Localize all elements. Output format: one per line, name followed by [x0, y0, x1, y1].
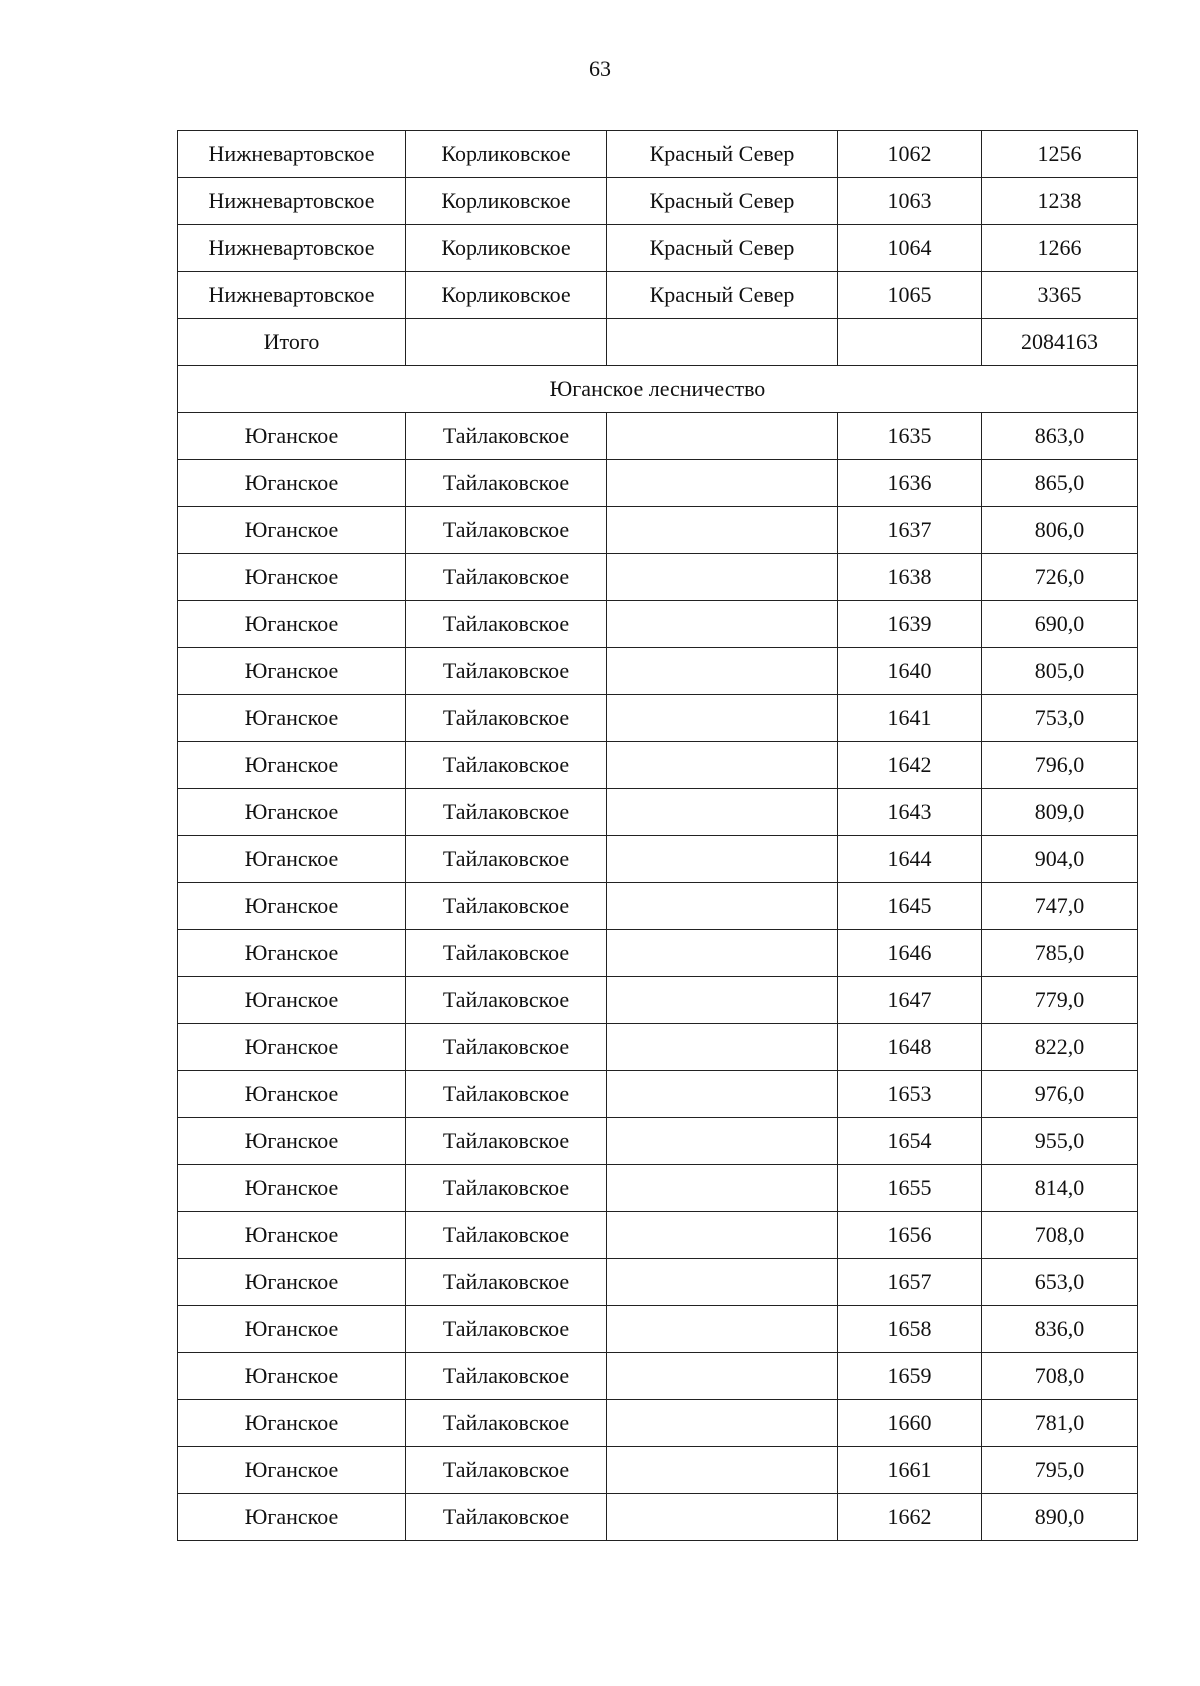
cell-district: Юганское	[178, 1024, 406, 1071]
cell-quarter: 1659	[838, 1353, 982, 1400]
cell-subdistrict: Корликовское	[406, 131, 607, 178]
cell-quarter: 1661	[838, 1447, 982, 1494]
cell-subdistrict: Тайлаковское	[406, 1400, 607, 1447]
table-row	[178, 1259, 1138, 1306]
cell-district: Юганское	[178, 601, 406, 648]
cell-tract	[607, 1447, 838, 1494]
cell-tract: Красный Север	[607, 178, 838, 225]
cell-value: 785,0	[982, 930, 1138, 977]
cell-tract	[607, 1306, 838, 1353]
table-row	[178, 507, 1138, 554]
cell-quarter: 1662	[838, 1494, 982, 1541]
cell-quarter: 1639	[838, 601, 982, 648]
cell-tract	[607, 1024, 838, 1071]
cell-value: 726,0	[982, 554, 1138, 601]
cell-quarter: 1655	[838, 1165, 982, 1212]
cell-quarter: 1065	[838, 272, 982, 319]
cell-tract	[607, 1071, 838, 1118]
cell-tract	[607, 977, 838, 1024]
cell-value: 1266	[982, 225, 1138, 272]
table-row	[178, 1306, 1138, 1353]
cell-value: 747,0	[982, 883, 1138, 930]
cell-district: Юганское	[178, 1447, 406, 1494]
cell-quarter: 1638	[838, 554, 982, 601]
cell-district: Юганское	[178, 554, 406, 601]
table-row	[178, 460, 1138, 507]
table-row	[178, 1165, 1138, 1212]
total-row	[178, 319, 1138, 366]
cell-quarter: 1641	[838, 695, 982, 742]
table-row	[178, 178, 1138, 225]
cell-value: 779,0	[982, 977, 1138, 1024]
cell-quarter: 1654	[838, 1118, 982, 1165]
table-row	[178, 695, 1138, 742]
cell-subdistrict: Тайлаковское	[406, 695, 607, 742]
cell-district: Юганское	[178, 883, 406, 930]
cell-tract: Красный Север	[607, 131, 838, 178]
table-row	[178, 1353, 1138, 1400]
cell-subdistrict: Тайлаковское	[406, 460, 607, 507]
cell-subdistrict: Тайлаковское	[406, 1165, 607, 1212]
table-row	[178, 648, 1138, 695]
cell-district: Нижневартовское	[178, 272, 406, 319]
cell-subdistrict: Тайлаковское	[406, 648, 607, 695]
cell-quarter: 1640	[838, 648, 982, 695]
cell-tract	[607, 1212, 838, 1259]
cell-value: 795,0	[982, 1447, 1138, 1494]
cell-value: 781,0	[982, 1400, 1138, 1447]
cell-quarter: 1657	[838, 1259, 982, 1306]
cell-district: Юганское	[178, 1494, 406, 1541]
cell-value: 865,0	[982, 460, 1138, 507]
table-row	[178, 131, 1138, 178]
cell-subdistrict: Тайлаковское	[406, 1212, 607, 1259]
cell-subdistrict: Тайлаковское	[406, 1494, 607, 1541]
cell-quarter: 1643	[838, 789, 982, 836]
cell-tract	[607, 789, 838, 836]
cell-quarter: 1636	[838, 460, 982, 507]
table-row	[178, 789, 1138, 836]
cell-subdistrict: Тайлаковское	[406, 789, 607, 836]
cell-district: Юганское	[178, 1118, 406, 1165]
cell-subdistrict: Тайлаковское	[406, 554, 607, 601]
table-row	[178, 554, 1138, 601]
cell-value: 822,0	[982, 1024, 1138, 1071]
cell-quarter: 1656	[838, 1212, 982, 1259]
cell-district: Юганское	[178, 1353, 406, 1400]
table-row	[178, 883, 1138, 930]
cell-value: 796,0	[982, 742, 1138, 789]
table-row	[178, 601, 1138, 648]
cell-district: Юганское	[178, 742, 406, 789]
cell-subdistrict: Тайлаковское	[406, 601, 607, 648]
cell-tract	[607, 413, 838, 460]
cell-tract	[607, 1165, 838, 1212]
cell-quarter: 1637	[838, 507, 982, 554]
cell-value: 863,0	[982, 413, 1138, 460]
table-row	[178, 272, 1138, 319]
cell-value: 3365	[982, 272, 1138, 319]
cell-value: 1238	[982, 178, 1138, 225]
total-value: 2084163	[982, 319, 1138, 366]
cell-subdistrict: Тайлаковское	[406, 1306, 607, 1353]
cell-subdistrict: Корликовское	[406, 178, 607, 225]
cell-district: Юганское	[178, 460, 406, 507]
cell-quarter: 1653	[838, 1071, 982, 1118]
cell-subdistrict: Тайлаковское	[406, 1447, 607, 1494]
cell-tract	[607, 648, 838, 695]
cell-tract	[607, 930, 838, 977]
cell-value: 836,0	[982, 1306, 1138, 1353]
cell-quarter: 1644	[838, 836, 982, 883]
cell-value: 809,0	[982, 789, 1138, 836]
table-row	[178, 977, 1138, 1024]
cell-value: 955,0	[982, 1118, 1138, 1165]
cell-value: 708,0	[982, 1212, 1138, 1259]
cell-quarter: 1660	[838, 1400, 982, 1447]
table-row	[178, 1118, 1138, 1165]
section-heading: Юганское лесничество	[178, 366, 1138, 413]
cell-tract	[607, 460, 838, 507]
cell-tract	[607, 1400, 838, 1447]
cell-district: Юганское	[178, 930, 406, 977]
cell-subdistrict: Тайлаковское	[406, 742, 607, 789]
table-row	[178, 1071, 1138, 1118]
cell-quarter: 1645	[838, 883, 982, 930]
cell-district: Юганское	[178, 977, 406, 1024]
cell-empty	[838, 319, 982, 366]
cell-empty	[406, 319, 607, 366]
cell-district: Юганское	[178, 1212, 406, 1259]
cell-value: 653,0	[982, 1259, 1138, 1306]
cell-value: 976,0	[982, 1071, 1138, 1118]
cell-subdistrict: Тайлаковское	[406, 413, 607, 460]
cell-quarter: 1658	[838, 1306, 982, 1353]
cell-district: Юганское	[178, 789, 406, 836]
cell-district: Нижневартовское	[178, 225, 406, 272]
cell-subdistrict: Тайлаковское	[406, 1353, 607, 1400]
cell-value: 690,0	[982, 601, 1138, 648]
table-row	[178, 742, 1138, 789]
cell-district: Юганское	[178, 836, 406, 883]
cell-tract	[607, 1118, 838, 1165]
table-row	[178, 1400, 1138, 1447]
total-label: Итого	[178, 319, 406, 366]
page-number: 63	[589, 56, 611, 81]
cell-subdistrict: Тайлаковское	[406, 507, 607, 554]
cell-subdistrict: Тайлаковское	[406, 977, 607, 1024]
table-row	[178, 413, 1138, 460]
cell-subdistrict: Тайлаковское	[406, 1024, 607, 1071]
cell-subdistrict: Корликовское	[406, 225, 607, 272]
table-row	[178, 1024, 1138, 1071]
cell-value: 753,0	[982, 695, 1138, 742]
table-row	[178, 930, 1138, 977]
cell-quarter: 1646	[838, 930, 982, 977]
cell-tract	[607, 1259, 838, 1306]
cell-district: Юганское	[178, 1071, 406, 1118]
cell-value: 890,0	[982, 1494, 1138, 1541]
cell-tract	[607, 601, 838, 648]
cell-quarter: 1648	[838, 1024, 982, 1071]
cell-empty	[607, 319, 838, 366]
cell-subdistrict: Тайлаковское	[406, 1071, 607, 1118]
cell-district: Юганское	[178, 695, 406, 742]
cell-tract	[607, 507, 838, 554]
cell-tract	[607, 1353, 838, 1400]
cell-value: 805,0	[982, 648, 1138, 695]
cell-district: Юганское	[178, 1306, 406, 1353]
cell-district: Юганское	[178, 413, 406, 460]
cell-quarter: 1635	[838, 413, 982, 460]
cell-district: Нижневартовское	[178, 178, 406, 225]
section-heading-row	[178, 366, 1138, 413]
cell-subdistrict: Тайлаковское	[406, 930, 607, 977]
cell-subdistrict: Тайлаковское	[406, 883, 607, 930]
cell-tract	[607, 1494, 838, 1541]
table-row	[178, 1447, 1138, 1494]
cell-tract	[607, 883, 838, 930]
cell-district: Юганское	[178, 1400, 406, 1447]
cell-district: Юганское	[178, 1165, 406, 1212]
cell-quarter: 1064	[838, 225, 982, 272]
cell-quarter: 1642	[838, 742, 982, 789]
forest-quarters-table	[177, 130, 1138, 1541]
cell-district: Юганское	[178, 507, 406, 554]
cell-value: 904,0	[982, 836, 1138, 883]
cell-tract	[607, 554, 838, 601]
cell-value: 1256	[982, 131, 1138, 178]
cell-quarter: 1062	[838, 131, 982, 178]
cell-district: Нижневартовское	[178, 131, 406, 178]
cell-tract: Красный Север	[607, 225, 838, 272]
cell-subdistrict: Корликовское	[406, 272, 607, 319]
cell-subdistrict: Тайлаковское	[406, 836, 607, 883]
cell-value: 814,0	[982, 1165, 1138, 1212]
cell-quarter: 1647	[838, 977, 982, 1024]
cell-subdistrict: Тайлаковское	[406, 1118, 607, 1165]
cell-quarter: 1063	[838, 178, 982, 225]
cell-tract	[607, 836, 838, 883]
cell-tract	[607, 695, 838, 742]
table-row	[178, 836, 1138, 883]
cell-tract: Красный Север	[607, 272, 838, 319]
table-row	[178, 1494, 1138, 1541]
cell-subdistrict: Тайлаковское	[406, 1259, 607, 1306]
table-row	[178, 1212, 1138, 1259]
table-body	[178, 131, 1138, 1541]
cell-tract	[607, 742, 838, 789]
table-row	[178, 225, 1138, 272]
cell-district: Юганское	[178, 648, 406, 695]
cell-value: 806,0	[982, 507, 1138, 554]
cell-value: 708,0	[982, 1353, 1138, 1400]
cell-district: Юганское	[178, 1259, 406, 1306]
